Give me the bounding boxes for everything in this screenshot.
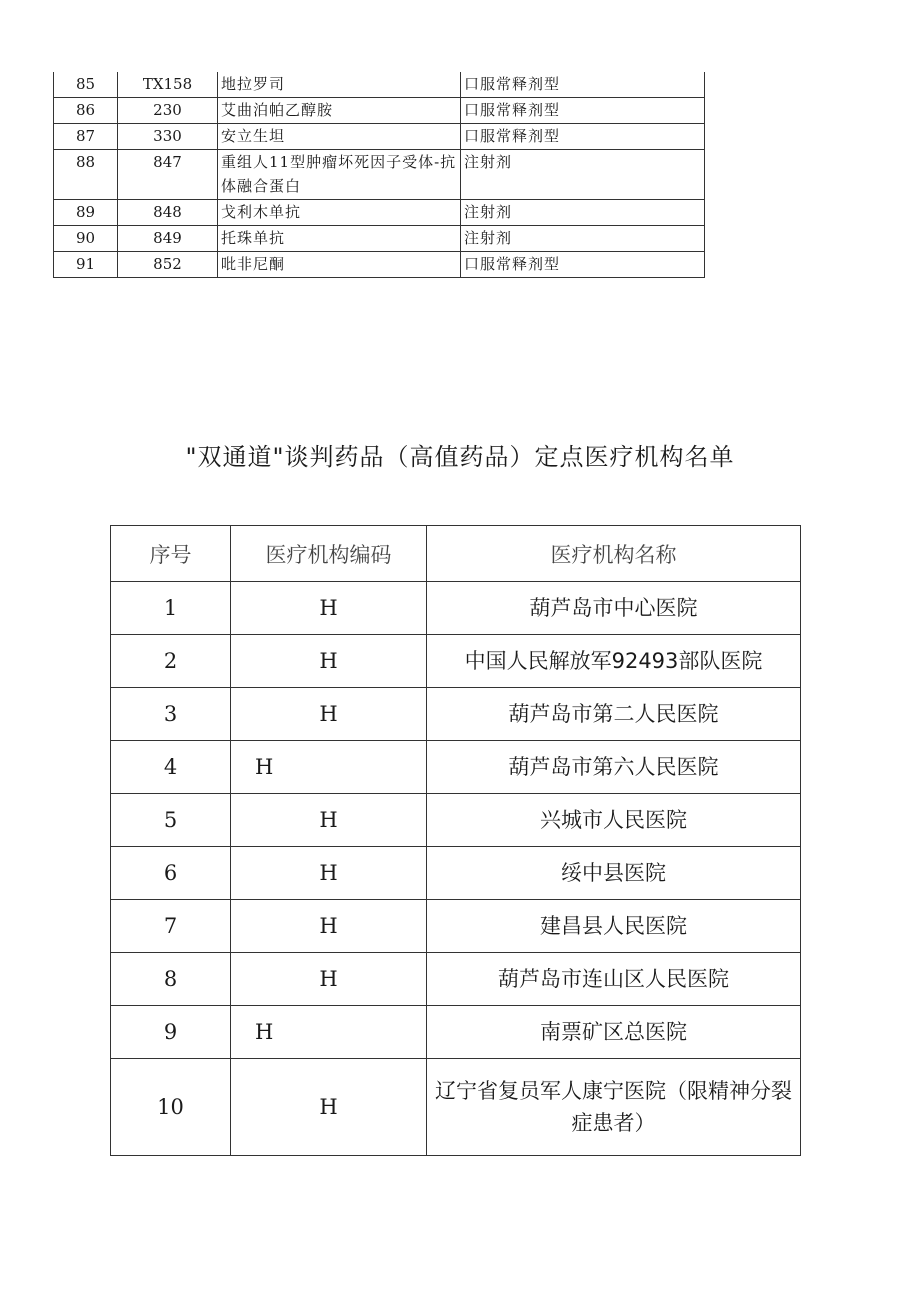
table-row: [54, 150, 705, 200]
hospital-code: H: [231, 688, 427, 741]
hospital-name: 葫芦岛市第二人民医院: [427, 688, 801, 741]
drug-no: 91: [54, 252, 118, 278]
drug-name: 艾曲泊帕乙醇胺: [218, 98, 461, 124]
drug-no: 86: [54, 98, 118, 124]
hospital-name: 兴城市人民医院: [427, 794, 801, 847]
drug-name: 吡非尼酮: [218, 252, 461, 278]
table-row: [54, 226, 705, 252]
hospital-no: 4: [111, 741, 231, 794]
drug-name: 地拉罗司: [218, 72, 461, 98]
drug-code: 849: [118, 226, 218, 252]
hospital-code: H: [231, 953, 427, 1006]
hospital-name: 南票矿区总医院: [427, 1006, 801, 1059]
table-row: [54, 72, 705, 98]
drug-no: 87: [54, 124, 118, 150]
hospital-name: 葫芦岛市第六人民医院: [427, 741, 801, 794]
table-row: [54, 200, 705, 226]
drug-code: 848: [118, 200, 218, 226]
table-row: [111, 847, 801, 900]
drug-name: 重组人11型肿瘤坏死因子受体-抗体融合蛋白: [218, 150, 461, 200]
hospital-code: H: [231, 1059, 427, 1156]
hospital-code: H: [231, 582, 427, 635]
drug-no: 89: [54, 200, 118, 226]
table-row: [111, 635, 801, 688]
hospital-code: H: [231, 794, 427, 847]
drug-form: 注射剂: [461, 200, 705, 226]
drug-code: 330: [118, 124, 218, 150]
table-row: [111, 794, 801, 847]
table-row: [54, 124, 705, 150]
drug-name: 托珠单抗: [218, 226, 461, 252]
table-row: [111, 741, 801, 794]
table-row: [111, 582, 801, 635]
hospital-no: 1: [111, 582, 231, 635]
drug-table: [53, 72, 705, 278]
header-no: 序号: [111, 526, 231, 582]
drug-name: 安立生坦: [218, 124, 461, 150]
drug-name: 戈利木单抗: [218, 200, 461, 226]
hospital-no: 8: [111, 953, 231, 1006]
drug-form: 口服常释剂型: [461, 72, 705, 98]
table-row: [111, 1059, 801, 1156]
drug-no: 90: [54, 226, 118, 252]
table-row: [111, 900, 801, 953]
hospital-name: 葫芦岛市中心医院: [427, 582, 801, 635]
drug-form: 口服常释剂型: [461, 124, 705, 150]
hospital-name: 建昌县人民医院: [427, 900, 801, 953]
table-row: [111, 1006, 801, 1059]
hospital-code: H: [231, 847, 427, 900]
drug-no: 85: [54, 72, 118, 98]
table-row: [111, 688, 801, 741]
hospital-name: 葫芦岛市连山区人民医院: [427, 953, 801, 1006]
table-row: [54, 252, 705, 278]
drug-form: 注射剂: [461, 226, 705, 252]
hospital-code: H: [231, 635, 427, 688]
table-header-row: [111, 526, 801, 582]
hospital-no: 5: [111, 794, 231, 847]
header-code: 医疗机构编码: [231, 526, 427, 582]
hospital-no: 10: [111, 1059, 231, 1156]
hospital-no: 6: [111, 847, 231, 900]
hospital-code: H: [231, 1006, 427, 1059]
hospital-no: 7: [111, 900, 231, 953]
drug-form: 注射剂: [461, 150, 705, 200]
drug-code: 230: [118, 98, 218, 124]
table-row: [54, 98, 705, 124]
drug-code: 847: [118, 150, 218, 200]
hospital-table: [110, 525, 801, 1156]
hospital-no: 9: [111, 1006, 231, 1059]
hospital-name: 中国人民解放军92493部队医院: [427, 635, 801, 688]
hospital-no: 2: [111, 635, 231, 688]
hospital-name: 绥中县医院: [427, 847, 801, 900]
drug-form: 口服常释剂型: [461, 252, 705, 278]
hospital-no: 3: [111, 688, 231, 741]
hospital-name: 辽宁省复员军人康宁医院（限精神分裂症患者）: [427, 1059, 801, 1156]
table-row: [111, 953, 801, 1006]
drug-code: 852: [118, 252, 218, 278]
hospital-code: H: [231, 900, 427, 953]
drug-code: TX158: [118, 72, 218, 98]
page-title: "双通道"谈判药品（高值药品）定点医疗机构名单: [185, 443, 735, 471]
hospital-code: H: [231, 741, 427, 794]
drug-no: 88: [54, 150, 118, 200]
drug-form: 口服常释剂型: [461, 98, 705, 124]
header-name: 医疗机构名称: [427, 526, 801, 582]
